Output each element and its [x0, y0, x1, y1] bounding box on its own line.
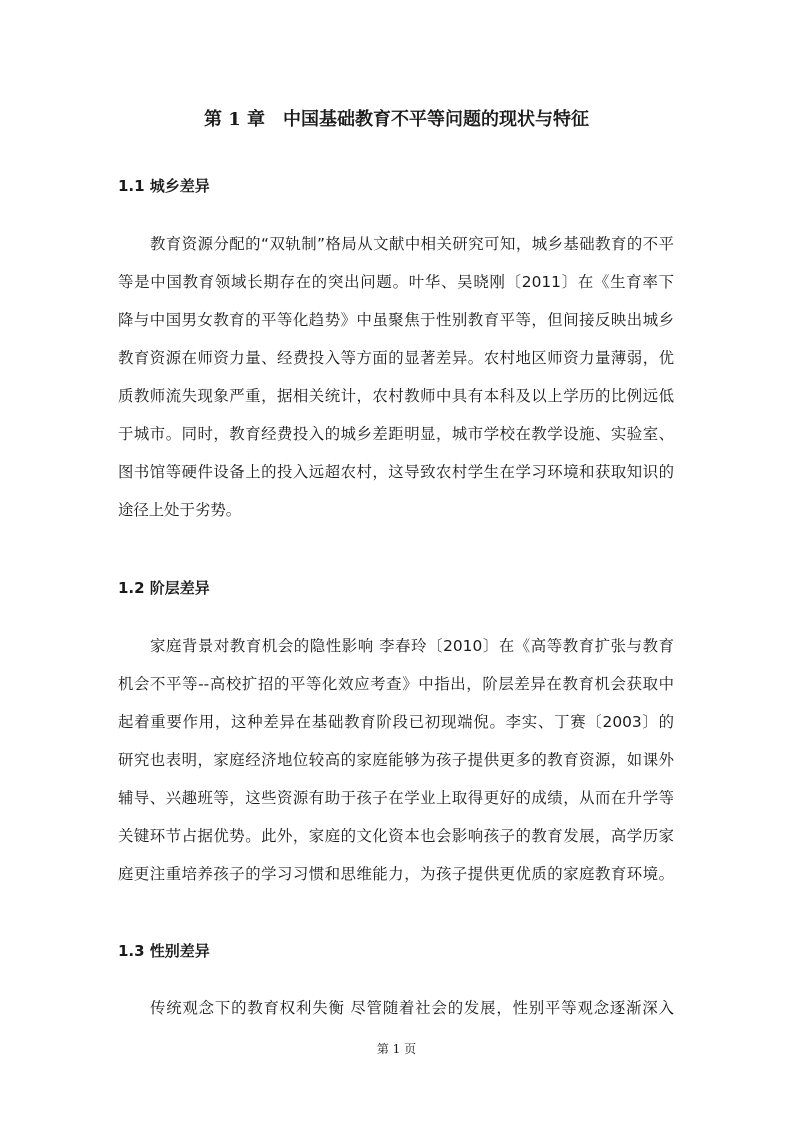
section-heading-1-3: 1.3 性别差异 [118, 942, 210, 960]
paragraph-line: 质教师流失现象严重，据相关统计，农村教师中具有本科及以上学历的比例远低 [118, 387, 674, 405]
paragraph-line: 图书馆等硬件设备上的投入远超农村，这导致农村学生在学习环境和获取知识的 [118, 463, 674, 481]
paragraph-line: 庭更注重培养孩子的学习习惯和思维能力，为孩子提供更优质的家庭教育环境。 [118, 865, 674, 883]
paragraph-line: 于城市。同时，教育经费投入的城乡差距明显，城市学校在教学设施、实验室、 [118, 425, 674, 443]
section-heading-1-2: 1.2 阶层差异 [118, 579, 210, 597]
paragraph-line: 等是中国教育领域长期存在的突出问题。叶华、吴晓刚〔2011〕在《生育率下 [118, 273, 674, 291]
paragraph-line: 教育资源在师资力量、经费投入等方面的显著差异。农村地区师资力量薄弱，优 [118, 349, 674, 367]
paragraph-line: 传统观念下的教育权利失衡 尽管随着社会的发展，性别平等观念逐渐深入 [150, 999, 674, 1017]
paragraph-line: 辅导、兴趣班等，这些资源有助于孩子在学业上取得更好的成绩，从而在升学等 [118, 789, 674, 807]
paragraph-line: 教育资源分配的“双轨制”格局从文献中相关研究可知，城乡基础教育的不平 [150, 235, 674, 253]
section-heading-1-1: 1.1 城乡差异 [118, 177, 210, 195]
paragraph-line: 起着重要作用，这种差异在基础教育阶段已初现端倪。李实、丁赛〔2003〕的 [118, 713, 674, 731]
paragraph-line: 关键环节占据优势。此外，家庭的文化资本也会影响孩子的教育发展，高学历家 [118, 827, 674, 845]
page-number: 第 1 页 [376, 1042, 417, 1056]
paragraph-line: 家庭背景对教育机会的隐性影响 李春玲〔2010〕在《高等教育扩张与教育 [150, 637, 674, 655]
paragraph-line: 机会不平等--高校扩招的平等化效应考查》中指出，阶层差异在教育机会获取中 [118, 675, 674, 693]
paragraph-line: 降与中国男女教育的平等化趋势》中虽聚焦于性别教育平等，但间接反映出城乡 [118, 311, 674, 329]
chapter-title: 第 1 章 中国基础教育不平等问题的现状与特征 [203, 109, 590, 130]
paragraph-line: 研究也表明，家庭经济地位较高的家庭能够为孩子提供更多的教育资源，如课外 [118, 751, 674, 769]
paragraph-line: 途径上处于劣势。 [118, 501, 242, 519]
